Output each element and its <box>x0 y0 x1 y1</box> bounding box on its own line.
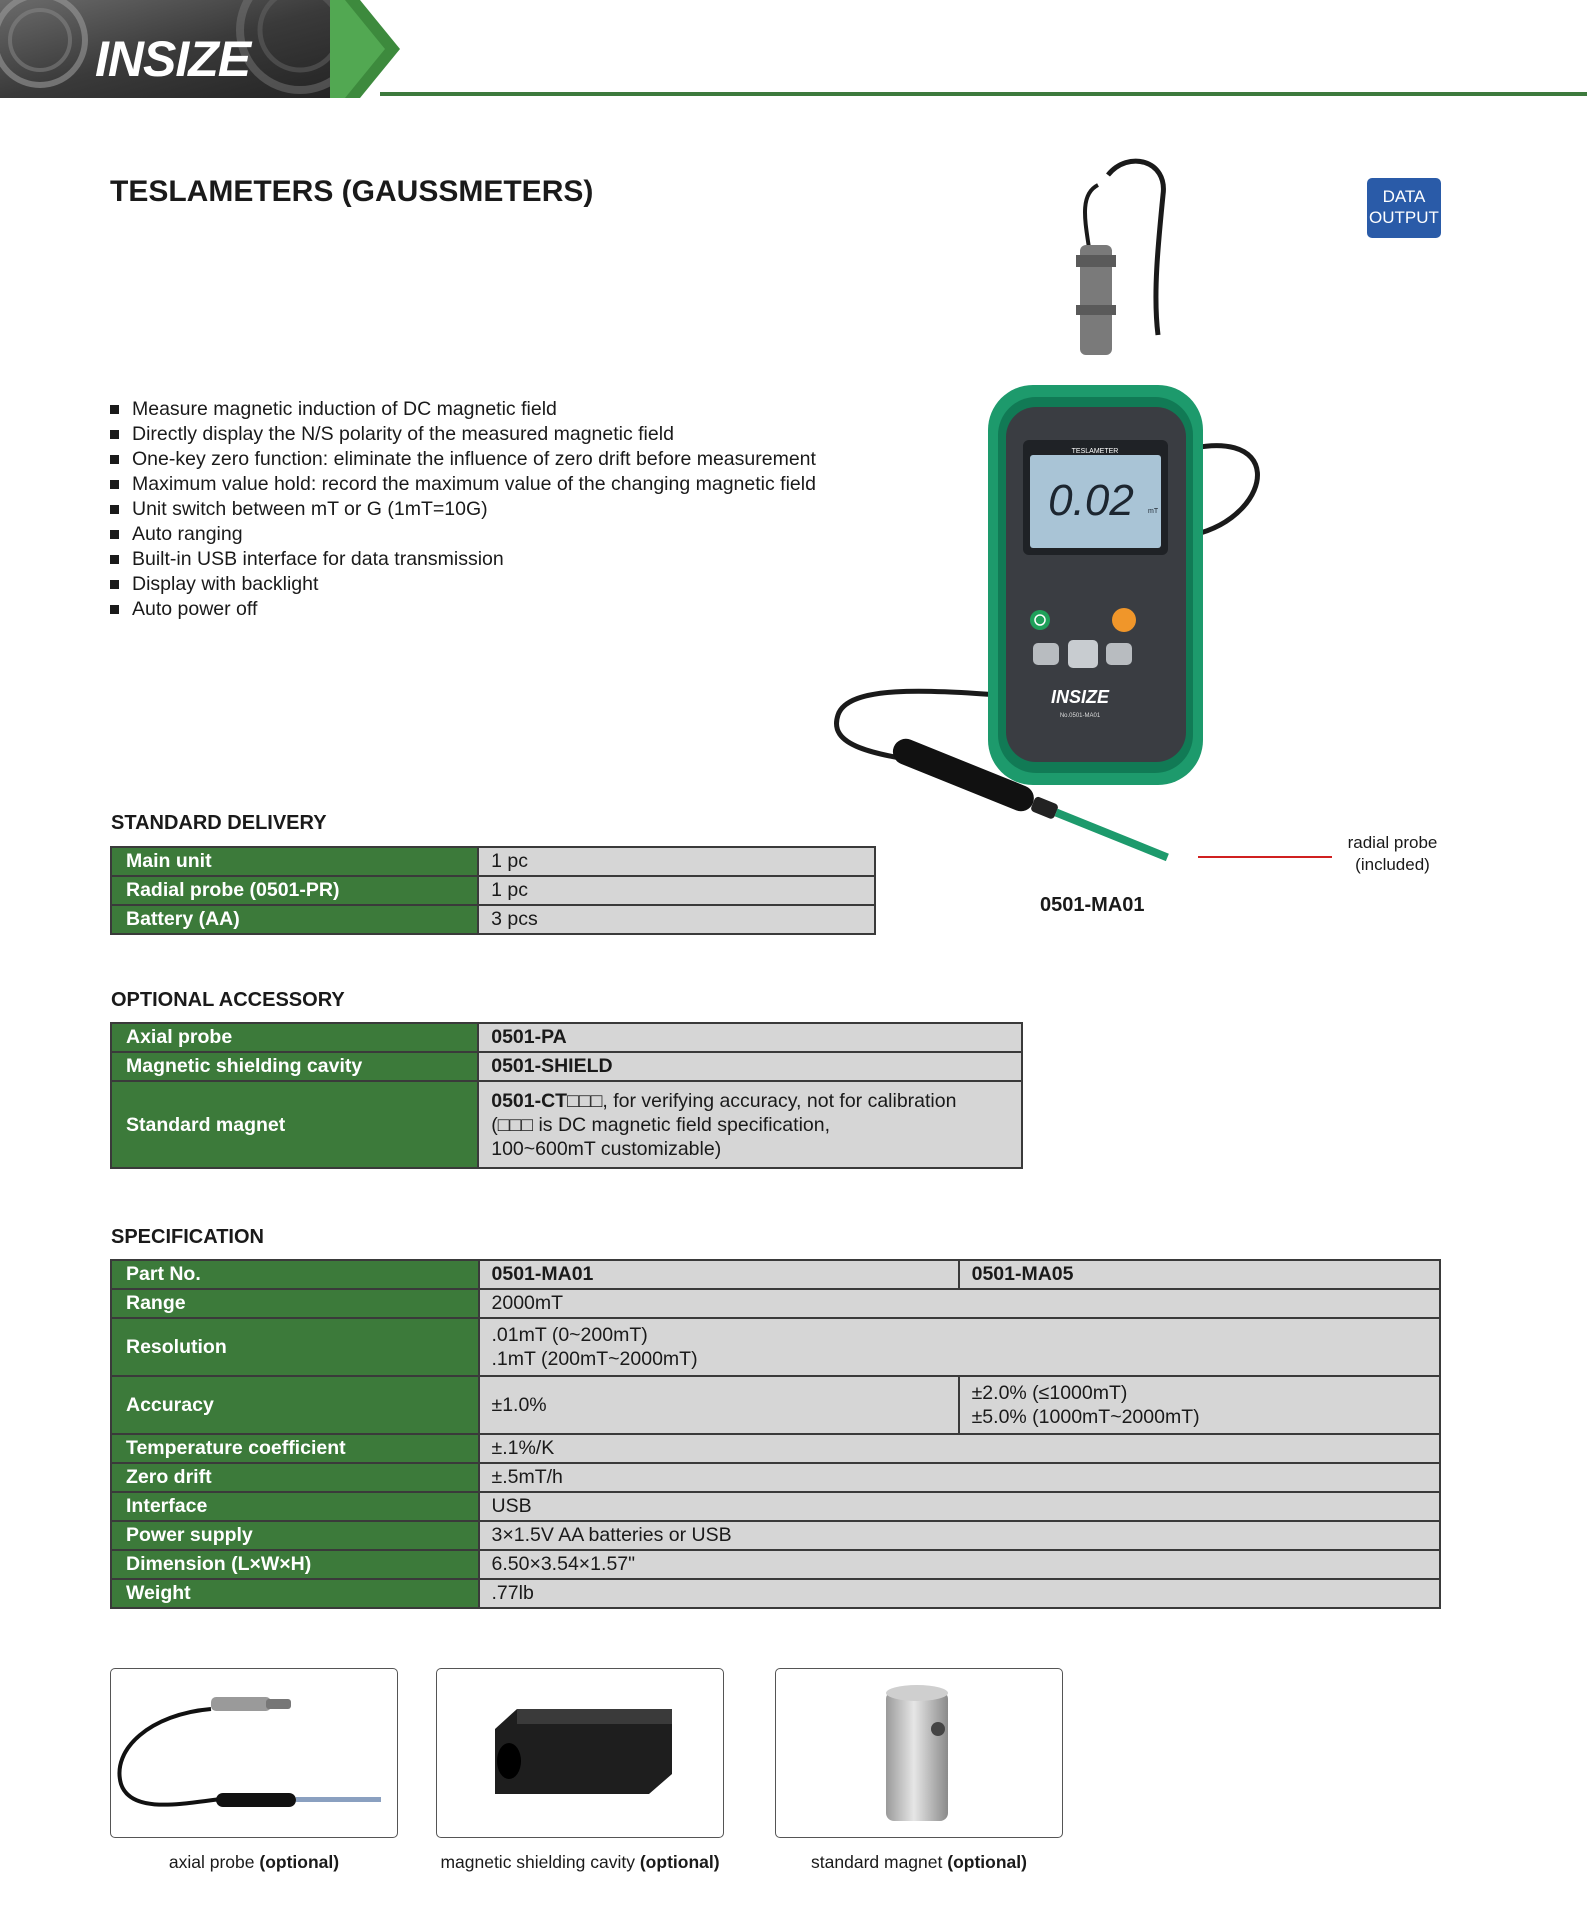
table-row <box>111 1492 1440 1521</box>
delivery-qty: 3 pcs <box>478 905 875 934</box>
shielding-cavity-caption <box>420 1852 740 1873</box>
table-row <box>111 1376 1440 1434</box>
screen-title: TESLAMETER <box>1071 448 1119 455</box>
specification-title: SPECIFICATION <box>111 1226 264 1248</box>
probe-callout <box>1335 832 1450 876</box>
table-row <box>111 1289 1440 1318</box>
spec-value: ±.1%/K <box>479 1434 1441 1463</box>
table-row <box>111 1579 1440 1608</box>
optional-accessory-title: OPTIONAL ACCESSORY <box>111 989 345 1011</box>
accessory-code: 0501-PA <box>478 1023 1022 1052</box>
feature-list <box>110 397 816 622</box>
spec-value: ±.5mT/h <box>479 1463 1441 1492</box>
screen-reading: 0.02 <box>1048 476 1134 525</box>
feature-item: Directly display the N/S polarity of the measured magnetic field <box>110 422 816 447</box>
callout-line2: (included) <box>1355 855 1430 874</box>
spec-label: Accuracy <box>111 1376 479 1434</box>
table-row <box>111 1081 1022 1168</box>
callout-line <box>1198 856 1332 858</box>
spec-label: Dimension (L×W×H) <box>111 1550 479 1579</box>
caption-text: standard magnet <box>811 1852 943 1872</box>
product-model-label: 0501-MA01 <box>1040 894 1145 916</box>
accessory-item: Axial probe <box>111 1023 478 1052</box>
caption-text: axial probe <box>168 1852 255 1872</box>
spec-label: Weight <box>111 1579 479 1608</box>
accessory-item: Standard magnet <box>111 1081 478 1168</box>
accessory-note: , for verifying accuracy, not for calibration <box>602 1089 957 1112</box>
delivery-item: Battery (AA) <box>111 905 478 934</box>
spec-value: USB <box>479 1492 1441 1521</box>
brand-logo: INSIZE <box>95 31 251 87</box>
table-row <box>111 1023 1022 1052</box>
spec-value: ±1.0% <box>479 1376 959 1434</box>
accessory-description <box>478 1081 1022 1168</box>
spec-label: Resolution <box>111 1318 479 1376</box>
standard-delivery-title: STANDARD DELIVERY <box>111 812 327 834</box>
table-row <box>111 1463 1440 1492</box>
feature-item: Auto power off <box>110 597 816 622</box>
spec-model: 0501-MA01 <box>479 1260 959 1289</box>
table-row <box>111 876 875 905</box>
accessory-note: 100~600mT customizable) <box>491 1137 722 1160</box>
optional-accessory-table <box>110 1022 1023 1169</box>
axial-probe-image <box>111 1669 398 1838</box>
spec-label: Power supply <box>111 1521 479 1550</box>
axial-probe-caption <box>110 1852 398 1873</box>
spec-value <box>479 1318 1441 1376</box>
accessory-code: 0501-SHIELD <box>478 1052 1022 1081</box>
delivery-qty: 1 pc <box>478 847 875 876</box>
feature-item: Unit switch between mT or G (1mT=10G) <box>110 497 816 522</box>
spec-label: Interface <box>111 1492 479 1521</box>
page-title: TESLAMETERS (GAUSSMETERS) <box>110 175 594 208</box>
spec-label: Range <box>111 1289 479 1318</box>
badge-line1: DATA <box>1382 187 1426 206</box>
table-row <box>111 905 875 934</box>
standard-magnet-caption <box>775 1852 1063 1873</box>
spec-value-line: .1mT (200mT~2000mT) <box>491 1348 698 1370</box>
standard-delivery-table <box>110 846 876 935</box>
delivery-item: Main unit <box>111 847 478 876</box>
screen-unit: mT <box>1148 508 1159 515</box>
feature-item: Built-in USB interface for data transmission <box>110 547 816 572</box>
table-row <box>111 1052 1022 1081</box>
caption-tag: (optional) <box>947 1852 1027 1872</box>
header-divider <box>380 92 1587 96</box>
feature-item: Auto ranging <box>110 522 816 547</box>
page-header <box>0 0 1587 100</box>
spec-label: Part No. <box>111 1260 479 1289</box>
spec-value-line: .01mT (0~200mT) <box>491 1324 648 1346</box>
standard-magnet-image <box>776 1669 1063 1838</box>
table-row <box>111 1260 1440 1289</box>
feature-item: One-key zero function: eliminate the influence of zero drift before measurement <box>110 447 816 472</box>
axial-probe-image-box <box>110 1668 398 1838</box>
table-row <box>111 1434 1440 1463</box>
spec-value: 6.50×3.54×1.57" <box>479 1550 1441 1579</box>
feature-item: Display with backlight <box>110 572 816 597</box>
spec-value: 3×1.5V AA batteries or USB <box>479 1521 1441 1550</box>
data-output-badge <box>1367 178 1441 238</box>
caption-tag: (optional) <box>639 1852 720 1872</box>
device-logo: INSIZE <box>1050 687 1110 707</box>
specification-table <box>110 1259 1441 1609</box>
delivery-item: Radial probe (0501-PR) <box>111 876 478 905</box>
feature-item: Maximum value hold: record the maximum value of the changing magnetic field <box>110 472 816 497</box>
delivery-qty: 1 pc <box>478 876 875 905</box>
spec-label: Zero drift <box>111 1463 479 1492</box>
table-row <box>111 1550 1440 1579</box>
spec-value-line: ±5.0% (1000mT~2000mT) <box>971 1406 1200 1428</box>
shielding-cavity-image-box <box>436 1668 724 1838</box>
standard-magnet-image-box <box>775 1668 1063 1838</box>
shielding-cavity-image <box>437 1669 724 1838</box>
accessory-item: Magnetic shielding cavity <box>111 1052 478 1081</box>
caption-text: magnetic shielding cavity <box>440 1852 635 1872</box>
spec-model: 0501-MA05 <box>959 1260 1440 1289</box>
accessory-code: 0501-CT□□□ <box>491 1089 603 1112</box>
spec-value-line: ±2.0% (≤1000mT) <box>971 1382 1128 1404</box>
spec-value: 2000mT <box>479 1289 1441 1318</box>
spec-label: Temperature coefficient <box>111 1434 479 1463</box>
feature-item: Measure magnetic induction of DC magnetic field <box>110 397 816 422</box>
badge-line2: OUTPUT <box>1369 208 1439 227</box>
spec-value <box>959 1376 1440 1434</box>
caption-tag: (optional) <box>259 1852 340 1872</box>
accessory-note: (□□□ is DC magnetic field specification, <box>491 1113 831 1136</box>
device-model: No.0501-MA01 <box>1059 713 1101 719</box>
spec-value: .77lb <box>479 1579 1441 1608</box>
teslameter-product-image <box>808 155 1304 895</box>
callout-line1: radial probe <box>1347 833 1438 852</box>
table-row <box>111 847 875 876</box>
table-row <box>111 1318 1440 1376</box>
table-row <box>111 1521 1440 1550</box>
